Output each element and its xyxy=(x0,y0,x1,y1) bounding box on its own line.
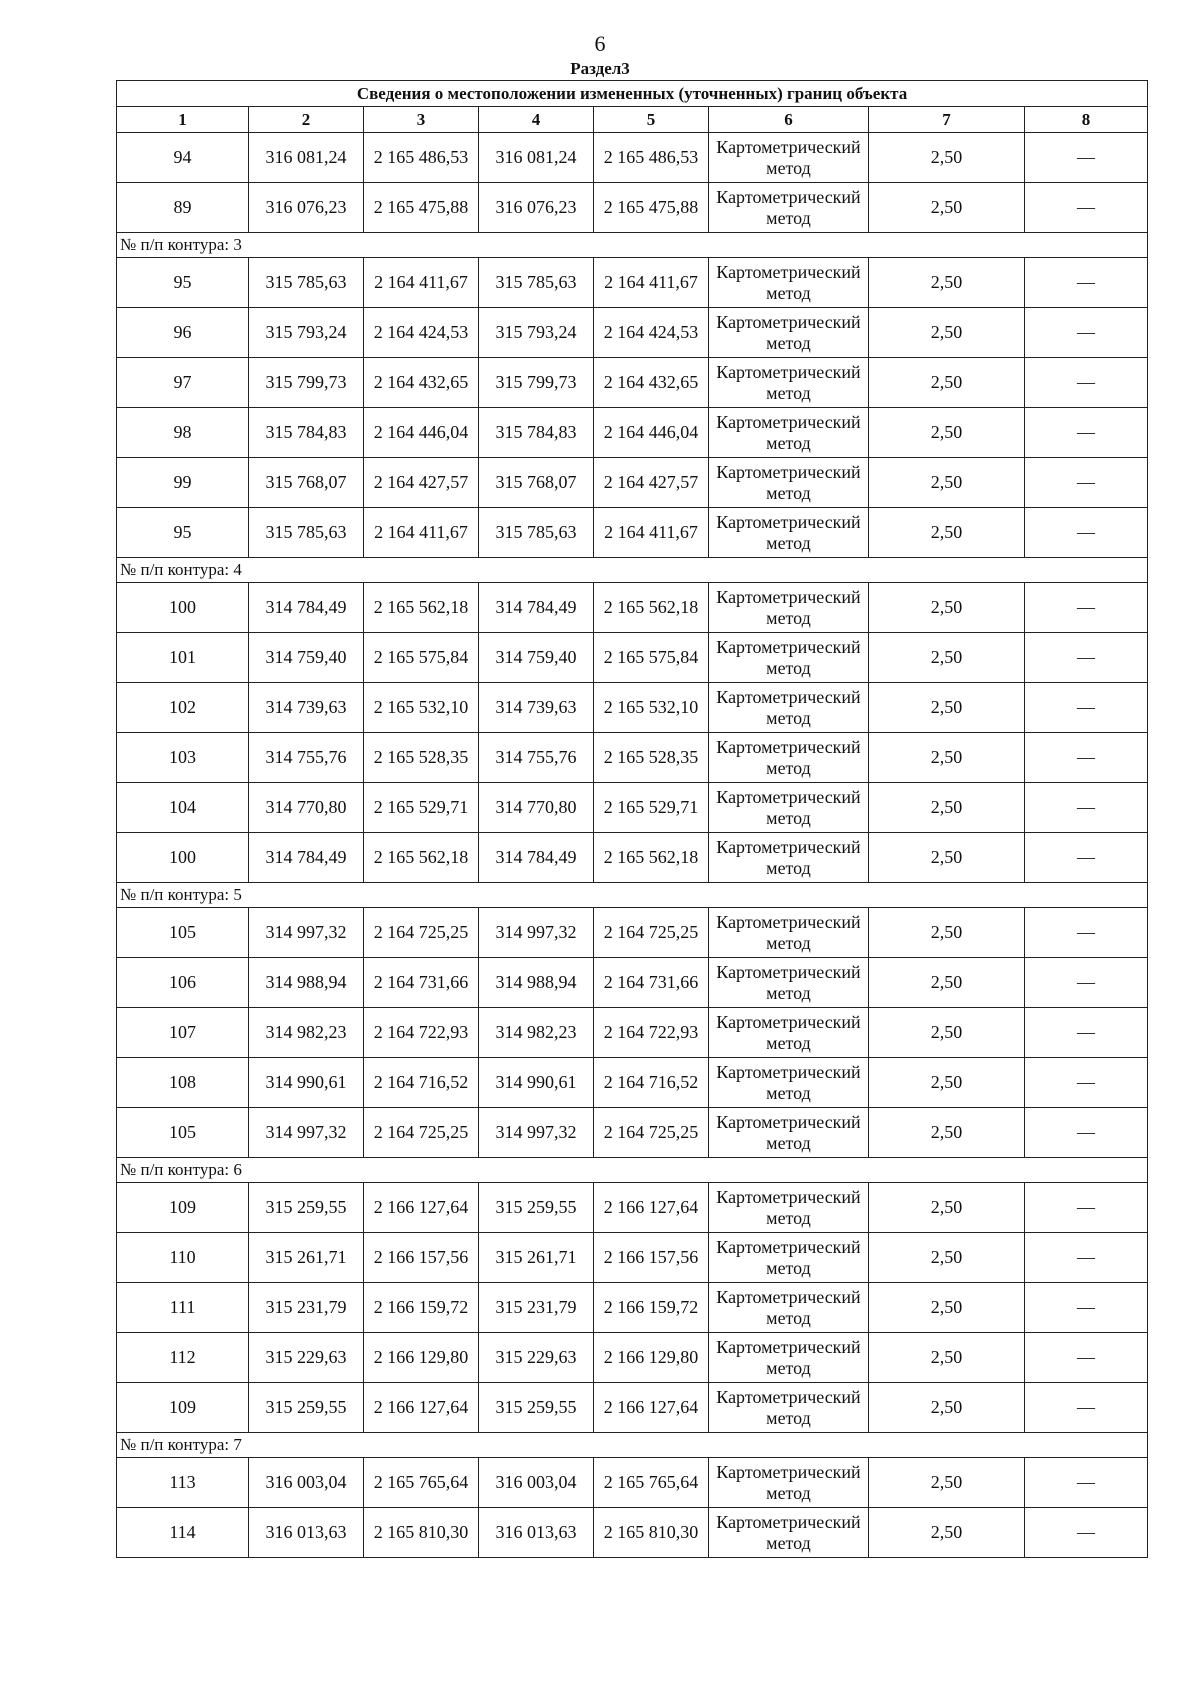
y-old-cell: 2 166 127,64 xyxy=(364,1183,479,1233)
y-old-cell: 2 165 528,35 xyxy=(364,733,479,783)
table-row xyxy=(117,733,1148,783)
y-new-cell: 2 164 725,25 xyxy=(594,908,709,958)
accuracy-cell: 2,50 xyxy=(869,1008,1025,1058)
accuracy-cell: 2,50 xyxy=(869,1183,1025,1233)
y-old-cell: 2 164 725,25 xyxy=(364,908,479,958)
description-cell: — xyxy=(1025,833,1148,883)
accuracy-cell: 2,50 xyxy=(869,583,1025,633)
x-new-cell: 316 081,24 xyxy=(479,133,594,183)
point-number-cell: 112 xyxy=(117,1333,249,1383)
y-old-cell: 2 165 529,71 xyxy=(364,783,479,833)
method-cell: Картометрический метод xyxy=(709,1458,869,1508)
column-number: 8 xyxy=(1025,107,1148,133)
description-cell: — xyxy=(1025,358,1148,408)
table-row xyxy=(117,908,1148,958)
y-old-cell: 2 165 765,64 xyxy=(364,1458,479,1508)
y-old-cell: 2 164 725,25 xyxy=(364,1108,479,1158)
x-new-cell: 315 259,55 xyxy=(479,1383,594,1433)
x-new-cell: 314 784,49 xyxy=(479,833,594,883)
method-cell: Картометрический метод xyxy=(709,583,869,633)
y-new-cell: 2 165 528,35 xyxy=(594,733,709,783)
table-row xyxy=(117,1283,1148,1333)
method-cell: Картометрический метод xyxy=(709,783,869,833)
method-cell: Картометрический метод xyxy=(709,1283,869,1333)
x-old-cell: 314 982,23 xyxy=(249,1008,364,1058)
accuracy-cell: 2,50 xyxy=(869,133,1025,183)
contour-header-row xyxy=(117,1158,1148,1183)
x-new-cell: 314 770,80 xyxy=(479,783,594,833)
y-new-cell: 2 165 810,30 xyxy=(594,1508,709,1558)
column-number: 5 xyxy=(594,107,709,133)
accuracy-cell: 2,50 xyxy=(869,1383,1025,1433)
method-cell: Картометрический метод xyxy=(709,1058,869,1108)
x-old-cell: 315 799,73 xyxy=(249,358,364,408)
description-cell: — xyxy=(1025,408,1148,458)
description-cell: — xyxy=(1025,733,1148,783)
contour-label: № п/п контура: 7 xyxy=(117,1433,1148,1458)
x-old-cell: 314 770,80 xyxy=(249,783,364,833)
description-cell: — xyxy=(1025,308,1148,358)
x-old-cell: 315 261,71 xyxy=(249,1233,364,1283)
point-number-cell: 100 xyxy=(117,583,249,633)
x-old-cell: 315 785,63 xyxy=(249,258,364,308)
accuracy-cell: 2,50 xyxy=(869,1283,1025,1333)
table-row xyxy=(117,1383,1148,1433)
y-new-cell: 2 164 716,52 xyxy=(594,1058,709,1108)
x-old-cell: 315 259,55 xyxy=(249,1183,364,1233)
accuracy-cell: 2,50 xyxy=(869,258,1025,308)
y-new-cell: 2 164 411,67 xyxy=(594,508,709,558)
accuracy-cell: 2,50 xyxy=(869,683,1025,733)
method-cell: Картометрический метод xyxy=(709,1183,869,1233)
table-row xyxy=(117,1333,1148,1383)
method-cell: Картометрический метод xyxy=(709,958,869,1008)
x-old-cell: 315 231,79 xyxy=(249,1283,364,1333)
contour-header-row xyxy=(117,558,1148,583)
table-row xyxy=(117,308,1148,358)
table-row xyxy=(117,1233,1148,1283)
x-old-cell: 314 997,32 xyxy=(249,908,364,958)
table-row xyxy=(117,958,1148,1008)
description-cell: — xyxy=(1025,1383,1148,1433)
table-row xyxy=(117,458,1148,508)
y-old-cell: 2 166 159,72 xyxy=(364,1283,479,1333)
y-old-cell: 2 165 575,84 xyxy=(364,633,479,683)
y-old-cell: 2 164 427,57 xyxy=(364,458,479,508)
x-old-cell: 314 990,61 xyxy=(249,1058,364,1108)
x-new-cell: 315 261,71 xyxy=(479,1233,594,1283)
y-old-cell: 2 164 411,67 xyxy=(364,508,479,558)
accuracy-cell: 2,50 xyxy=(869,358,1025,408)
point-number-cell: 101 xyxy=(117,633,249,683)
point-number-cell: 111 xyxy=(117,1283,249,1333)
column-number: 4 xyxy=(479,107,594,133)
y-old-cell: 2 164 424,53 xyxy=(364,308,479,358)
point-number-cell: 105 xyxy=(117,1108,249,1158)
point-number-cell: 94 xyxy=(117,133,249,183)
table-row xyxy=(117,1508,1148,1558)
table-row xyxy=(117,508,1148,558)
description-cell: — xyxy=(1025,183,1148,233)
y-old-cell: 2 166 129,80 xyxy=(364,1333,479,1383)
column-number: 3 xyxy=(364,107,479,133)
x-new-cell: 314 784,49 xyxy=(479,583,594,633)
method-cell: Картометрический метод xyxy=(709,183,869,233)
y-new-cell: 2 166 127,64 xyxy=(594,1383,709,1433)
x-old-cell: 314 997,32 xyxy=(249,1108,364,1158)
x-new-cell: 315 799,73 xyxy=(479,358,594,408)
x-old-cell: 315 768,07 xyxy=(249,458,364,508)
y-new-cell: 2 164 722,93 xyxy=(594,1008,709,1058)
y-new-cell: 2 164 424,53 xyxy=(594,308,709,358)
table-row xyxy=(117,783,1148,833)
accuracy-cell: 2,50 xyxy=(869,1108,1025,1158)
y-old-cell: 2 166 127,64 xyxy=(364,1383,479,1433)
method-cell: Картометрический метод xyxy=(709,358,869,408)
table-row xyxy=(117,583,1148,633)
point-number-cell: 103 xyxy=(117,733,249,783)
point-number-cell: 110 xyxy=(117,1233,249,1283)
y-new-cell: 2 164 427,57 xyxy=(594,458,709,508)
contour-label: № п/п контура: 5 xyxy=(117,883,1148,908)
table-row xyxy=(117,1108,1148,1158)
method-cell: Картометрический метод xyxy=(709,308,869,358)
y-old-cell: 2 166 157,56 xyxy=(364,1233,479,1283)
method-cell: Картометрический метод xyxy=(709,908,869,958)
y-old-cell: 2 164 731,66 xyxy=(364,958,479,1008)
table-body xyxy=(117,133,1148,1558)
table-row xyxy=(117,833,1148,883)
method-cell: Картометрический метод xyxy=(709,1008,869,1058)
x-new-cell: 315 785,63 xyxy=(479,258,594,308)
table-row xyxy=(117,408,1148,458)
table-caption: Сведения о местоположении измененных (уточненных) границ объекта xyxy=(117,81,1148,107)
description-cell: — xyxy=(1025,1008,1148,1058)
x-old-cell: 316 003,04 xyxy=(249,1458,364,1508)
method-cell: Картометрический метод xyxy=(709,258,869,308)
accuracy-cell: 2,50 xyxy=(869,1058,1025,1108)
description-cell: — xyxy=(1025,133,1148,183)
accuracy-cell: 2,50 xyxy=(869,958,1025,1008)
x-new-cell: 314 997,32 xyxy=(479,1108,594,1158)
column-number-row xyxy=(117,107,1148,133)
boundary-coordinates-table xyxy=(116,80,1148,1558)
x-old-cell: 315 229,63 xyxy=(249,1333,364,1383)
point-number-cell: 102 xyxy=(117,683,249,733)
method-cell: Картометрический метод xyxy=(709,633,869,683)
x-new-cell: 315 784,83 xyxy=(479,408,594,458)
x-old-cell: 316 081,24 xyxy=(249,133,364,183)
accuracy-cell: 2,50 xyxy=(869,308,1025,358)
x-old-cell: 314 739,63 xyxy=(249,683,364,733)
description-cell: — xyxy=(1025,258,1148,308)
x-new-cell: 314 997,32 xyxy=(479,908,594,958)
method-cell: Картометрический метод xyxy=(709,1333,869,1383)
accuracy-cell: 2,50 xyxy=(869,633,1025,683)
point-number-cell: 89 xyxy=(117,183,249,233)
x-new-cell: 314 755,76 xyxy=(479,733,594,783)
column-number: 7 xyxy=(869,107,1025,133)
method-cell: Картометрический метод xyxy=(709,1108,869,1158)
point-number-cell: 109 xyxy=(117,1383,249,1433)
y-new-cell: 2 166 127,64 xyxy=(594,1183,709,1233)
accuracy-cell: 2,50 xyxy=(869,408,1025,458)
y-old-cell: 2 165 475,88 xyxy=(364,183,479,233)
x-old-cell: 314 784,49 xyxy=(249,833,364,883)
y-new-cell: 2 165 532,10 xyxy=(594,683,709,733)
table-row xyxy=(117,183,1148,233)
y-new-cell: 2 164 411,67 xyxy=(594,258,709,308)
accuracy-cell: 2,50 xyxy=(869,783,1025,833)
method-cell: Картометрический метод xyxy=(709,833,869,883)
method-cell: Картометрический метод xyxy=(709,133,869,183)
y-old-cell: 2 165 562,18 xyxy=(364,583,479,633)
table-row xyxy=(117,633,1148,683)
y-old-cell: 2 165 486,53 xyxy=(364,133,479,183)
y-old-cell: 2 165 562,18 xyxy=(364,833,479,883)
y-new-cell: 2 165 765,64 xyxy=(594,1458,709,1508)
description-cell: — xyxy=(1025,1183,1148,1233)
x-new-cell: 314 759,40 xyxy=(479,633,594,683)
point-number-cell: 97 xyxy=(117,358,249,408)
point-number-cell: 113 xyxy=(117,1458,249,1508)
description-cell: — xyxy=(1025,1333,1148,1383)
table-row xyxy=(117,1008,1148,1058)
x-old-cell: 315 793,24 xyxy=(249,308,364,358)
x-new-cell: 314 982,23 xyxy=(479,1008,594,1058)
point-number-cell: 98 xyxy=(117,408,249,458)
description-cell: — xyxy=(1025,633,1148,683)
description-cell: — xyxy=(1025,1108,1148,1158)
x-new-cell: 315 259,55 xyxy=(479,1183,594,1233)
accuracy-cell: 2,50 xyxy=(869,1508,1025,1558)
page-number: 6 xyxy=(594,31,606,56)
x-new-cell: 315 231,79 xyxy=(479,1283,594,1333)
y-new-cell: 2 164 725,25 xyxy=(594,1108,709,1158)
point-number-cell: 106 xyxy=(117,958,249,1008)
y-new-cell: 2 165 562,18 xyxy=(594,583,709,633)
point-number-cell: 109 xyxy=(117,1183,249,1233)
table-row xyxy=(117,133,1148,183)
y-old-cell: 2 164 432,65 xyxy=(364,358,479,408)
method-cell: Картометрический метод xyxy=(709,1508,869,1558)
y-new-cell: 2 165 486,53 xyxy=(594,133,709,183)
x-new-cell: 315 785,63 xyxy=(479,508,594,558)
x-old-cell: 316 013,63 xyxy=(249,1508,364,1558)
method-cell: Картометрический метод xyxy=(709,508,869,558)
table-row xyxy=(117,683,1148,733)
y-new-cell: 2 165 562,18 xyxy=(594,833,709,883)
y-old-cell: 2 164 446,04 xyxy=(364,408,479,458)
point-number-cell: 99 xyxy=(117,458,249,508)
description-cell: — xyxy=(1025,783,1148,833)
description-cell: — xyxy=(1025,1458,1148,1508)
table-row xyxy=(117,258,1148,308)
description-cell: — xyxy=(1025,583,1148,633)
y-new-cell: 2 166 157,56 xyxy=(594,1233,709,1283)
accuracy-cell: 2,50 xyxy=(869,733,1025,783)
y-old-cell: 2 164 722,93 xyxy=(364,1008,479,1058)
x-new-cell: 316 003,04 xyxy=(479,1458,594,1508)
table-row xyxy=(117,358,1148,408)
method-cell: Картометрический метод xyxy=(709,683,869,733)
contour-label: № п/п контура: 4 xyxy=(117,558,1148,583)
contour-label: № п/п контура: 3 xyxy=(117,233,1148,258)
table-row xyxy=(117,1058,1148,1108)
x-old-cell: 315 259,55 xyxy=(249,1383,364,1433)
x-old-cell: 316 076,23 xyxy=(249,183,364,233)
x-old-cell: 314 755,76 xyxy=(249,733,364,783)
description-cell: — xyxy=(1025,908,1148,958)
y-old-cell: 2 165 532,10 xyxy=(364,683,479,733)
x-new-cell: 316 013,63 xyxy=(479,1508,594,1558)
point-number-cell: 100 xyxy=(117,833,249,883)
accuracy-cell: 2,50 xyxy=(869,1458,1025,1508)
point-number-cell: 96 xyxy=(117,308,249,358)
table-row xyxy=(117,1183,1148,1233)
x-new-cell: 314 739,63 xyxy=(479,683,594,733)
x-new-cell: 314 988,94 xyxy=(479,958,594,1008)
method-cell: Картометрический метод xyxy=(709,1233,869,1283)
y-old-cell: 2 165 810,30 xyxy=(364,1508,479,1558)
accuracy-cell: 2,50 xyxy=(869,508,1025,558)
x-old-cell: 314 784,49 xyxy=(249,583,364,633)
method-cell: Картометрический метод xyxy=(709,733,869,783)
description-cell: — xyxy=(1025,508,1148,558)
point-number-cell: 108 xyxy=(117,1058,249,1108)
accuracy-cell: 2,50 xyxy=(869,1233,1025,1283)
y-new-cell: 2 165 575,84 xyxy=(594,633,709,683)
accuracy-cell: 2,50 xyxy=(869,908,1025,958)
y-new-cell: 2 164 446,04 xyxy=(594,408,709,458)
column-number: 2 xyxy=(249,107,364,133)
description-cell: — xyxy=(1025,458,1148,508)
x-new-cell: 315 229,63 xyxy=(479,1333,594,1383)
x-old-cell: 314 759,40 xyxy=(249,633,364,683)
column-number: 6 xyxy=(709,107,869,133)
method-cell: Картометрический метод xyxy=(709,458,869,508)
y-old-cell: 2 164 716,52 xyxy=(364,1058,479,1108)
description-cell: — xyxy=(1025,958,1148,1008)
point-number-cell: 107 xyxy=(117,1008,249,1058)
accuracy-cell: 2,50 xyxy=(869,1333,1025,1383)
point-number-cell: 95 xyxy=(117,508,249,558)
point-number-cell: 104 xyxy=(117,783,249,833)
column-number: 1 xyxy=(117,107,249,133)
y-new-cell: 2 165 475,88 xyxy=(594,183,709,233)
accuracy-cell: 2,50 xyxy=(869,458,1025,508)
description-cell: — xyxy=(1025,1233,1148,1283)
x-new-cell: 314 990,61 xyxy=(479,1058,594,1108)
contour-header-row xyxy=(117,1433,1148,1458)
contour-label: № п/п контура: 6 xyxy=(117,1158,1148,1183)
x-old-cell: 315 784,83 xyxy=(249,408,364,458)
section-title: Раздел3 xyxy=(570,59,630,78)
y-new-cell: 2 165 529,71 xyxy=(594,783,709,833)
description-cell: — xyxy=(1025,1283,1148,1333)
accuracy-cell: 2,50 xyxy=(869,833,1025,883)
y-new-cell: 2 166 159,72 xyxy=(594,1283,709,1333)
accuracy-cell: 2,50 xyxy=(869,183,1025,233)
x-old-cell: 314 988,94 xyxy=(249,958,364,1008)
table-row xyxy=(117,1458,1148,1508)
point-number-cell: 95 xyxy=(117,258,249,308)
description-cell: — xyxy=(1025,1058,1148,1108)
method-cell: Картометрический метод xyxy=(709,408,869,458)
description-cell: — xyxy=(1025,1508,1148,1558)
y-new-cell: 2 164 432,65 xyxy=(594,358,709,408)
x-new-cell: 315 793,24 xyxy=(479,308,594,358)
contour-header-row xyxy=(117,233,1148,258)
description-cell: — xyxy=(1025,683,1148,733)
y-new-cell: 2 164 731,66 xyxy=(594,958,709,1008)
x-new-cell: 315 768,07 xyxy=(479,458,594,508)
method-cell: Картометрический метод xyxy=(709,1383,869,1433)
contour-header-row xyxy=(117,883,1148,908)
x-old-cell: 315 785,63 xyxy=(249,508,364,558)
x-new-cell: 316 076,23 xyxy=(479,183,594,233)
y-new-cell: 2 166 129,80 xyxy=(594,1333,709,1383)
point-number-cell: 114 xyxy=(117,1508,249,1558)
y-old-cell: 2 164 411,67 xyxy=(364,258,479,308)
point-number-cell: 105 xyxy=(117,908,249,958)
